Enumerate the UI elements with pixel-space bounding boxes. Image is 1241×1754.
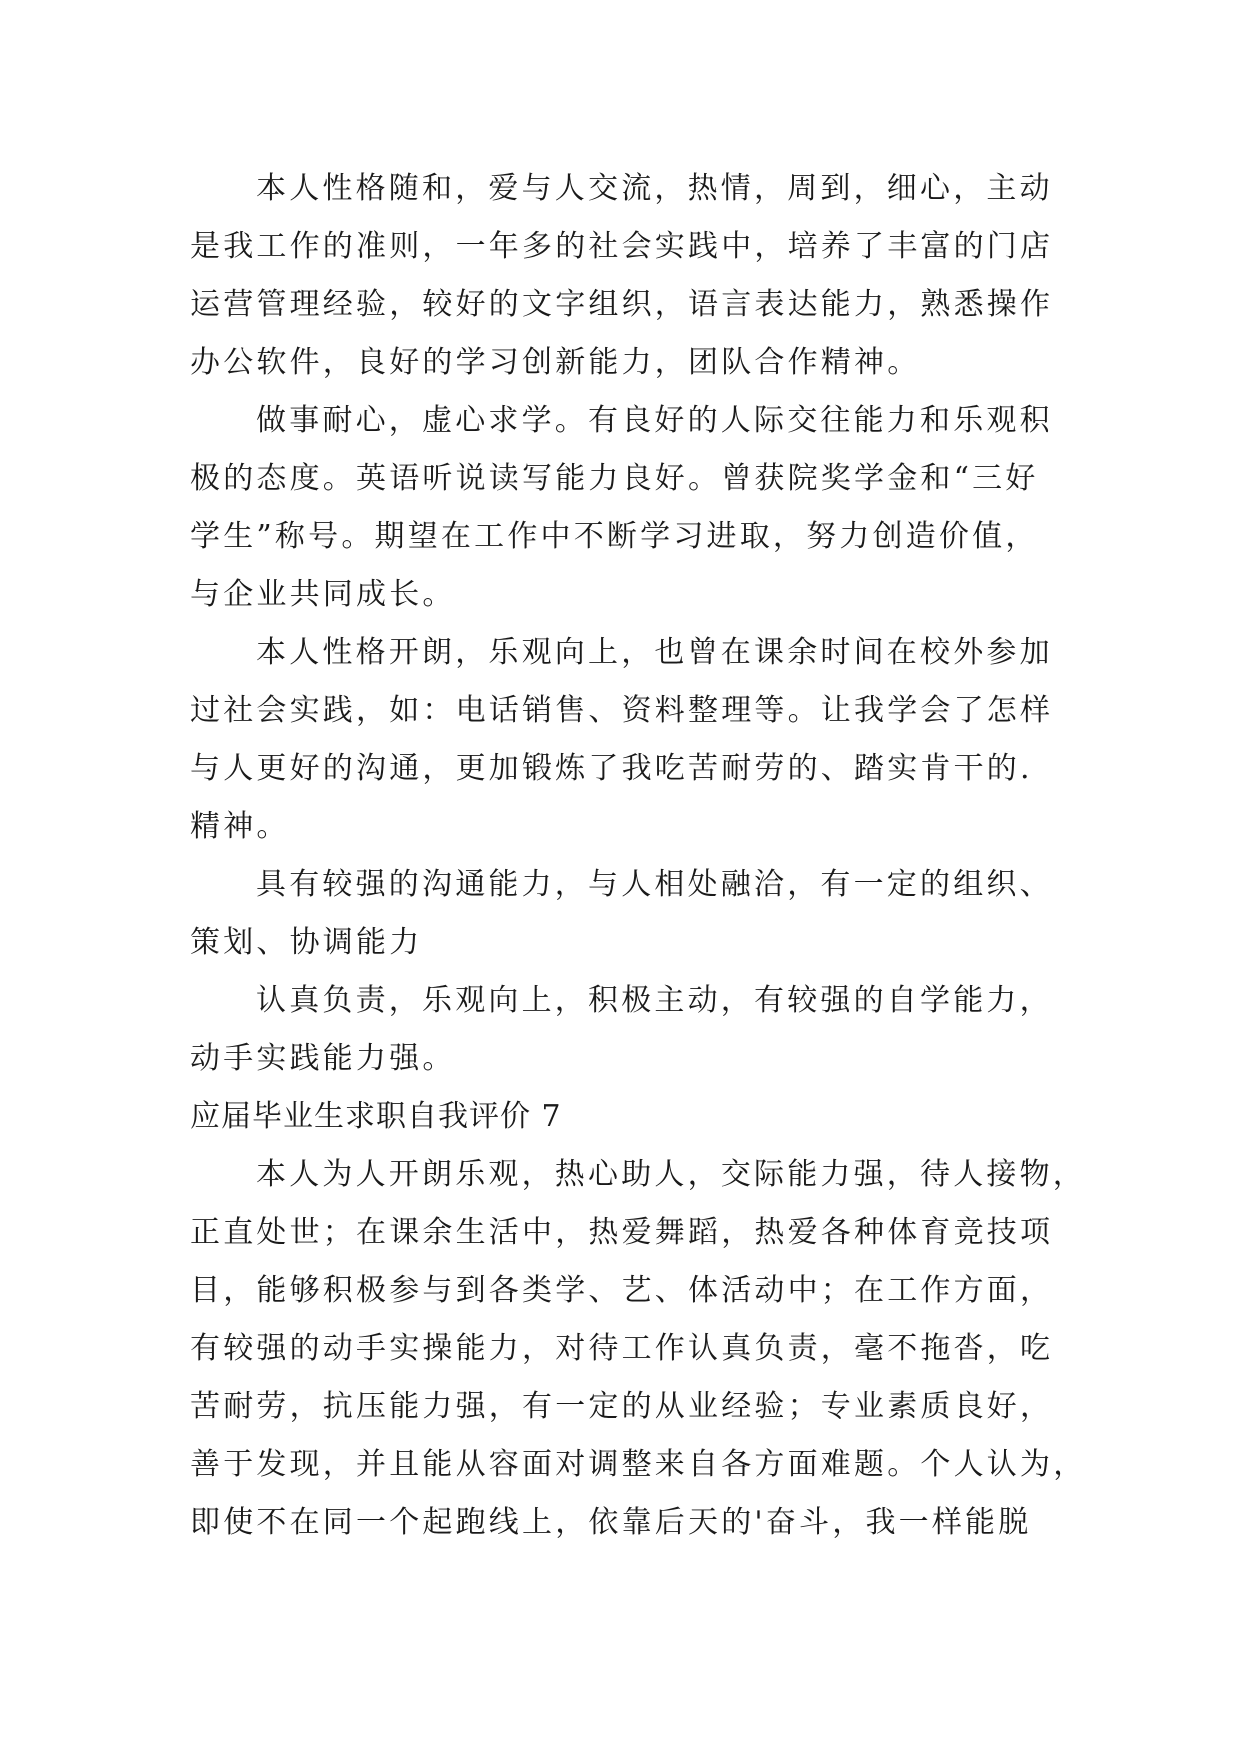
text-line: 运营管理经验，较好的文字组织，语言表达能力，熟悉操作 — [190, 287, 1054, 322]
section-heading: 应届毕业生求职自我评价 7 — [190, 1099, 562, 1134]
text-line: 做事耐心，虚心求学。有良好的人际交往能力和乐观积 — [256, 403, 1053, 438]
text-line: 本人性格随和，爱与人交流，热情，周到，细心，主动 — [256, 171, 1053, 206]
text-line: 与企业共同成长。 — [190, 577, 456, 612]
text-line: 有较强的动手实操能力，对待工作认真负责，毫不拖沓，吃 — [190, 1331, 1054, 1366]
text-line: 极的态度。英语听说读写能力良好。曾获院奖学金和“三好 — [190, 461, 1039, 496]
text-line: 善于发现，并且能从容面对调整来自各方面难题。个人认为， — [190, 1447, 1087, 1482]
document-body — [190, 160, 1087, 1552]
text-line: 本人为人开朗乐观，热心助人，交际能力强，待人接物， — [256, 1157, 1086, 1192]
text-line: 学生”称号。期望在工作中不断学习进取，努力创造价值， — [190, 519, 1039, 554]
text-line: 即使不在同一个起跑线上，依靠后天的'奋斗，我一样能脱 — [190, 1505, 1032, 1540]
text-line: 目，能够积极参与到各类学、艺、体活动中；在工作方面， — [190, 1273, 1054, 1308]
text-line: 苦耐劳，抗压能力强，有一定的从业经验；专业素质良好， — [190, 1389, 1054, 1424]
text-line: 具有较强的沟通能力，与人相处融洽，有一定的组织、 — [256, 867, 1053, 902]
text-line: 策划、协调能力 — [190, 925, 423, 960]
text-line: 过社会实践，如：电话销售、资料整理等。让我学会了怎样 — [190, 693, 1054, 728]
text-line: 是我工作的准则，一年多的社会实践中，培养了丰富的门店 — [190, 229, 1054, 264]
text-line: 办公软件，良好的学习创新能力，团队合作精神。 — [190, 345, 921, 380]
text-line: 精神。 — [190, 809, 290, 844]
text-line: 与人更好的沟通，更加锻炼了我吃苦耐劳的、踏实肯干的. — [190, 751, 1033, 786]
text-line: 本人性格开朗，乐观向上，也曾在课余时间在校外参加 — [256, 635, 1053, 670]
text-line: 认真负责，乐观向上，积极主动，有较强的自学能力， — [256, 983, 1053, 1018]
text-line: 动手实践能力强。 — [190, 1041, 456, 1076]
text-line: 正直处世；在课余生活中，热爱舞蹈，热爱各种体育竞技项 — [190, 1215, 1054, 1250]
